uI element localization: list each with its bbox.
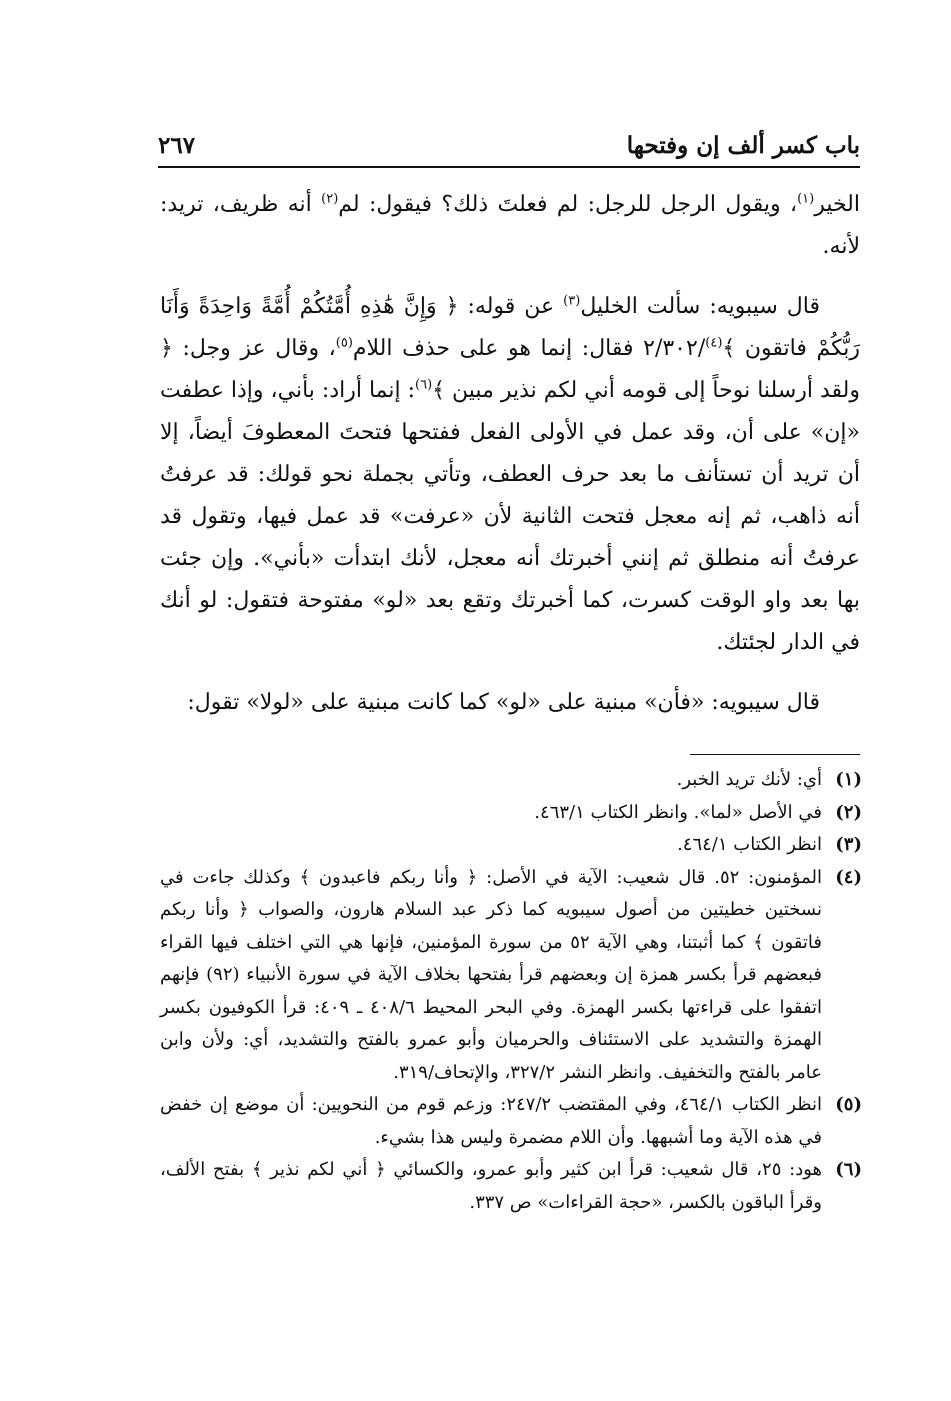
footnote-4 — [160, 862, 862, 1090]
text-run: عن قوله: ﴿ وَإِنَّ هَٰذِهِ أُمَّتُكُمْ أُمَّةً وَاحِدَةً وَأَنَا رَبُّكُمْ فاتقون ﴾ — [160, 294, 861, 361]
footnote-text: انظر الكتاب ٤٦٤/١. — [677, 834, 822, 855]
footnote-ref[interactable]: (٤) — [705, 335, 723, 351]
footnote-6 — [160, 1154, 862, 1219]
footnote-number: (٣) — [835, 834, 862, 855]
footnote-text: في الأصل «لما». وانظر الكتاب ٤٦٣/١. — [534, 801, 822, 823]
footnote-number: (٤) — [835, 866, 862, 888]
text-run: قال سيبويه: سألت الخليل — [580, 294, 820, 319]
running-header — [158, 124, 860, 166]
text-run: ، ويقول الرجل للرجل: لم فعلتَ ذلك؟ فيقول: لم — [338, 192, 798, 217]
footnote-text: هود: ٢٥، قال شعيب: قرأ ابن كثير وأبو عمرو، والكسائي ﴿ أني لكم نذير ﴾ بفتح الألف، وقرأ الباقون بالكسر، «حجة القراءات» ص ٣٣٧. — [160, 1159, 822, 1213]
footnote-1 — [160, 764, 862, 797]
paragraph-3: قال سيبويه: «فأن» مبنية على «لو» كما كانت مبنية على «لولا» تقول: — [187, 690, 820, 715]
text-run: : إنما أراد: بأني، وإذا عطفت «إن» على أن، وقد عمل في الأولى الفعل ففتحها فتحتَ المعطوفَ أيضاً، إلا أن تريد أن تستأنف ما بعد حرف العطف، وتأتي بجملة نحو قولك: قد عرفتُ أنه ذاهب، ثم إنه معجل فتحت الثانية لأن «عرفت» قد عمل فيها، وتقول قد عرفتُ أنه منطلق ثم إنني أخبرتك أنه معجل، لأنك ابتدأت «بأني». وإن جئت بها بعد واو الوقت كسرت، كما أخبرتك وتقع بعد «لو» مفتوحة فتقول: لو أنك في الدار لجئتك. — [159, 378, 860, 655]
footnote-ref[interactable]: (٢) — [321, 191, 339, 207]
footnotes — [160, 764, 862, 1219]
footnote-number: (٥) — [835, 1094, 862, 1115]
paragraph-1 — [160, 184, 860, 268]
footnote-5 — [160, 1089, 862, 1154]
page-number: ٢٦٧ — [158, 131, 196, 159]
header-rule — [158, 166, 860, 168]
footnote-ref[interactable]: (٦) — [415, 377, 433, 393]
footnote-text: انظر الكتاب ٤٦٤/١، وفي المقتضب ٢٤٧/٢: وزعم قوم من النحويين: أن موضع إن خفض في هذه الآية وما أشبهها. وأن اللام مضمرة وليس هذا بشيء. — [160, 1094, 822, 1148]
chapter-title: باب كسر ألف إن وفتحها — [626, 131, 860, 159]
text-run: أنه ظريف، تريد: لأنه. — [160, 192, 860, 259]
footnote-3 — [160, 829, 862, 862]
footnote-ref[interactable]: (١) — [797, 191, 815, 207]
footnote-number: (٢) — [835, 801, 862, 823]
footnote-ref[interactable]: (٣) — [563, 293, 581, 309]
footnote-number: (٦) — [835, 1159, 862, 1180]
footnote-rule — [690, 754, 860, 755]
footnote-ref[interactable]: (٥) — [335, 335, 353, 351]
footnote-2 — [160, 797, 862, 830]
paragraph-2 — [160, 286, 860, 664]
footnote-text: المؤمنون: ٥٢. قال شعيب: الآية في الأصل: ﴿ وأنا ربكم فاعبدون ﴾ وكذلك جاءت في نسختين خطيتين من أصول سيبويه كما ذكر عبد السلام هارون، والصواب ﴿ وأنا ربكم فاتقون ﴾ كما أثبتنا، وهي الآية ٥٢ من سورة المؤمنين، فإنها هي التي اختلف فيها القراء فبعضهم قرأ بكسر همزة إن وبعضهم قرأ بفتحها بخلاف الآية في سورة الأنبياء (٩٢) فإنهم اتفقوا على قراءتها بكسر الهمزة. وفي البحر المحيط ٤٠٨/٦ ـ ٤٠٩: قرأ الكوفيون بكسر الهمزة والتشديد على الاستئناف والحرميان وأبو عمرو بالفتح والتشديد، أي: ولأن وابن عامر بالفتح والتخفيف. وانظر النشر ٣٢٧/٢، والإتحاف/٣١٩. — [160, 866, 823, 1083]
text-run: /٢/٣٠٢ فقال: إنما هو على حذف اللام — [352, 336, 706, 361]
footnote-text: أي: لأنك تريد الخبر. — [676, 769, 822, 790]
text-run: الخير — [814, 192, 860, 217]
text-run: ، وقال عز وجل: ﴿ ولقد أرسلنا نوحاً إلى قومه أني لكم نذير مبين ﴾ — [160, 336, 860, 403]
main-text — [160, 184, 860, 724]
footnote-number: (١) — [835, 769, 862, 790]
